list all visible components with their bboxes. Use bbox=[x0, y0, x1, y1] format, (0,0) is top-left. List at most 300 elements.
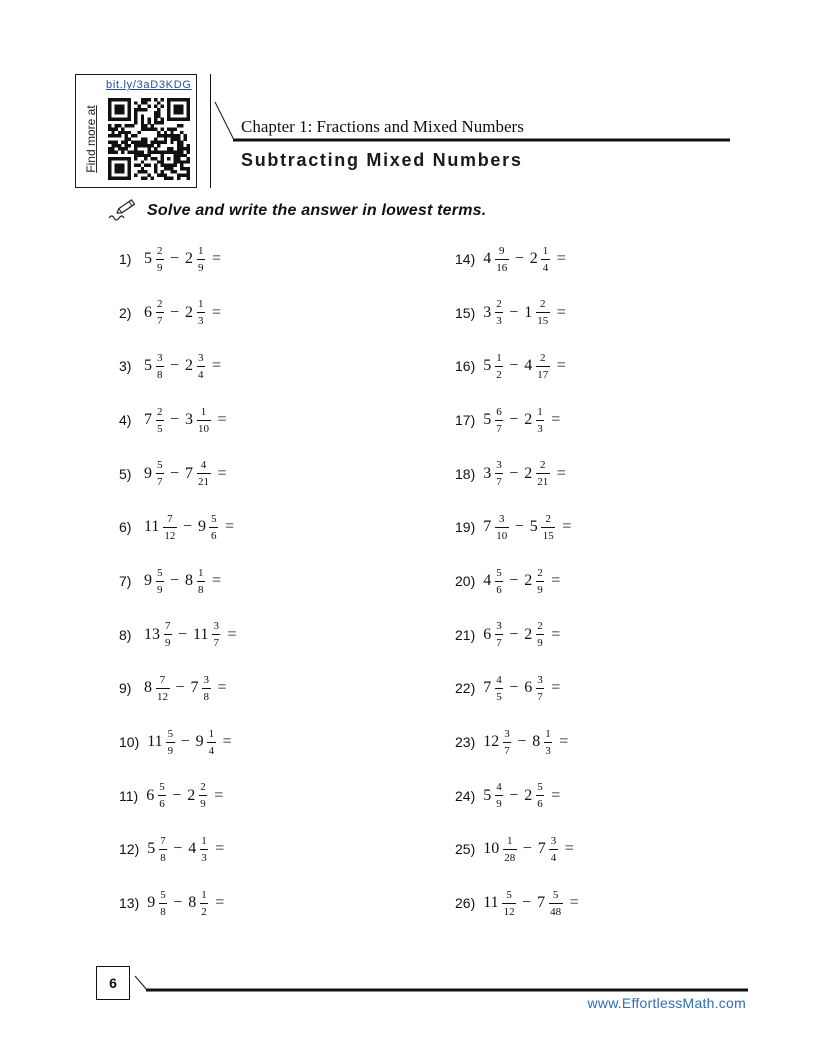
denominator: 4 bbox=[550, 851, 557, 864]
minus-sign: − bbox=[509, 679, 519, 697]
denominator: 7 bbox=[496, 476, 502, 489]
whole-number: 4 bbox=[524, 357, 533, 375]
mixed-number bbox=[524, 673, 544, 704]
mixed-number bbox=[185, 244, 205, 275]
equals-sign: = bbox=[556, 303, 566, 321]
mixed-number bbox=[537, 888, 563, 919]
problem-number: 13) bbox=[119, 895, 140, 911]
promo-box bbox=[75, 74, 197, 188]
denominator: 8 bbox=[157, 368, 163, 381]
mixed-number bbox=[524, 297, 550, 328]
mixed-number bbox=[185, 566, 205, 597]
numerator: 3 bbox=[495, 512, 509, 528]
whole-number: 7 bbox=[190, 679, 199, 697]
fraction bbox=[158, 780, 167, 811]
minus-sign: − bbox=[178, 625, 188, 643]
fraction bbox=[549, 834, 558, 865]
numerator: 1 bbox=[200, 888, 209, 904]
fraction bbox=[495, 297, 504, 328]
problem-number: 24) bbox=[455, 787, 476, 804]
short-link[interactable]: bit.ly/3aD3KDG bbox=[106, 79, 192, 91]
fraction bbox=[536, 351, 550, 382]
whole-number: 2 bbox=[524, 411, 533, 428]
whole-number: 9 bbox=[144, 464, 152, 482]
fraction bbox=[549, 888, 563, 919]
problem-3 bbox=[119, 349, 221, 383]
fraction bbox=[495, 405, 504, 436]
fraction bbox=[156, 351, 165, 382]
numerator: 3 bbox=[197, 351, 206, 367]
minus-sign: − bbox=[180, 733, 190, 750]
whole-number: 9 bbox=[147, 894, 156, 911]
denominator: 9 bbox=[167, 744, 174, 757]
minus-sign: − bbox=[522, 894, 532, 911]
mixed-number bbox=[532, 727, 552, 758]
denominator: 9 bbox=[537, 637, 543, 650]
fraction bbox=[495, 673, 504, 704]
denominator: 4 bbox=[542, 261, 549, 274]
fraction bbox=[536, 780, 545, 811]
problem-number: 2) bbox=[119, 304, 132, 321]
equals-sign: = bbox=[212, 572, 222, 589]
whole-number: 2 bbox=[524, 572, 533, 589]
numerator: 2 bbox=[536, 458, 550, 474]
denominator: 8 bbox=[160, 905, 166, 918]
minus-sign: − bbox=[509, 464, 519, 482]
fraction bbox=[495, 512, 509, 543]
mixed-number bbox=[196, 727, 216, 758]
problem-number: 25) bbox=[455, 841, 476, 858]
whole-number: 6 bbox=[144, 303, 152, 321]
problem-15 bbox=[455, 296, 566, 330]
problem-number: 16) bbox=[455, 358, 476, 375]
mixed-number bbox=[483, 673, 503, 704]
minus-sign: − bbox=[170, 411, 180, 428]
numerator: 1 bbox=[495, 351, 504, 367]
problem-17 bbox=[455, 403, 560, 437]
numerator: 2 bbox=[536, 351, 550, 367]
mixed-number bbox=[188, 888, 208, 919]
fraction bbox=[156, 244, 165, 275]
numerator: 5 bbox=[159, 888, 168, 904]
whole-number: 7 bbox=[185, 464, 194, 482]
mixed-number bbox=[483, 834, 517, 865]
fraction bbox=[536, 619, 545, 650]
equals-sign: = bbox=[556, 357, 566, 375]
equals-sign: = bbox=[551, 625, 561, 643]
numerator: 1 bbox=[197, 297, 206, 313]
fraction bbox=[156, 566, 165, 597]
numerator: 3 bbox=[495, 619, 504, 635]
mixed-number bbox=[144, 244, 164, 275]
problem-number: 26) bbox=[455, 895, 476, 911]
whole-number: 7 bbox=[537, 894, 546, 911]
denominator: 5 bbox=[496, 690, 502, 703]
minus-sign: − bbox=[170, 303, 180, 321]
mixed-number bbox=[144, 297, 164, 328]
numerator: 1 bbox=[541, 244, 550, 260]
fraction bbox=[495, 619, 504, 650]
numerator: 2 bbox=[541, 512, 555, 528]
problem-4 bbox=[119, 403, 227, 437]
whole-number: 5 bbox=[144, 250, 152, 267]
whole-number: 6 bbox=[483, 625, 492, 643]
minus-sign: − bbox=[173, 840, 183, 858]
equals-sign: = bbox=[556, 250, 566, 267]
whole-number: 10 bbox=[483, 840, 500, 858]
problem-24 bbox=[455, 779, 560, 813]
whole-number: 2 bbox=[185, 303, 194, 321]
problem-number: 5) bbox=[119, 465, 132, 482]
problem-20 bbox=[455, 564, 560, 598]
mixed-number bbox=[185, 405, 211, 436]
fraction bbox=[156, 405, 165, 436]
problem-18 bbox=[455, 457, 566, 491]
whole-number: 8 bbox=[185, 572, 194, 589]
numerator: 6 bbox=[495, 405, 504, 421]
whole-number: 11 bbox=[483, 894, 499, 911]
mixed-number bbox=[483, 888, 516, 919]
fraction bbox=[503, 834, 517, 865]
fraction bbox=[197, 351, 206, 382]
problem-5 bbox=[119, 457, 227, 491]
denominator: 3 bbox=[201, 851, 207, 864]
minus-sign: − bbox=[173, 894, 183, 911]
minus-sign: − bbox=[182, 518, 192, 536]
fraction bbox=[541, 244, 550, 275]
equals-sign: = bbox=[551, 786, 561, 804]
mixed-number bbox=[146, 780, 166, 811]
denominator: 2 bbox=[496, 368, 502, 381]
whole-number: 9 bbox=[197, 518, 206, 536]
equals-sign: = bbox=[222, 733, 232, 750]
numerator: 5 bbox=[156, 458, 165, 474]
minus-sign: − bbox=[509, 786, 519, 804]
problem-25 bbox=[455, 832, 574, 866]
denominator: 3 bbox=[545, 744, 551, 757]
problem-9 bbox=[119, 671, 227, 705]
footer-diagonal-rule bbox=[135, 976, 147, 990]
problem-number: 7) bbox=[119, 573, 132, 589]
fraction bbox=[495, 780, 504, 811]
numerator: 2 bbox=[156, 244, 165, 260]
fraction bbox=[495, 458, 504, 489]
header-diagonal-rule bbox=[215, 102, 234, 140]
problem-number: 10) bbox=[119, 734, 140, 750]
fraction bbox=[536, 297, 550, 328]
whole-number: 5 bbox=[483, 411, 492, 428]
denominator: 12 bbox=[503, 905, 515, 918]
whole-number: 7 bbox=[144, 411, 152, 428]
fraction bbox=[536, 458, 550, 489]
whole-number: 2 bbox=[529, 250, 538, 267]
denominator: 6 bbox=[537, 798, 543, 811]
denominator: 10 bbox=[496, 529, 508, 542]
mixed-number bbox=[144, 458, 164, 489]
equals-sign: = bbox=[212, 303, 222, 321]
whole-number: 1 bbox=[524, 303, 533, 321]
denominator: 3 bbox=[496, 315, 502, 328]
denominator: 7 bbox=[496, 637, 502, 650]
whole-number: 3 bbox=[185, 411, 194, 428]
denominator: 16 bbox=[496, 261, 508, 274]
whole-number: 5 bbox=[144, 357, 152, 375]
problem-number: 9) bbox=[119, 680, 132, 697]
fraction bbox=[495, 351, 504, 382]
mixed-number bbox=[144, 351, 164, 382]
whole-number: 3 bbox=[483, 303, 492, 321]
minus-sign: − bbox=[172, 786, 182, 804]
numerator: 7 bbox=[156, 673, 170, 689]
mixed-number bbox=[185, 458, 211, 489]
denominator: 2 bbox=[201, 905, 207, 918]
whole-number: 2 bbox=[524, 464, 533, 482]
mixed-number bbox=[185, 351, 205, 382]
mixed-number bbox=[524, 780, 544, 811]
denominator: 8 bbox=[160, 851, 166, 864]
fraction bbox=[536, 405, 545, 436]
minus-sign: − bbox=[509, 411, 519, 428]
numerator: 5 bbox=[495, 566, 504, 582]
equals-sign: = bbox=[551, 679, 561, 697]
minus-sign: − bbox=[514, 250, 524, 267]
mixed-number bbox=[188, 834, 208, 865]
denominator: 7 bbox=[157, 476, 163, 489]
mixed-number bbox=[524, 566, 544, 597]
mixed-number bbox=[483, 619, 503, 650]
whole-number: 7 bbox=[483, 679, 492, 697]
denominator: 7 bbox=[496, 422, 502, 435]
equals-sign: = bbox=[212, 357, 222, 375]
fraction bbox=[495, 566, 504, 597]
whole-number: 11 bbox=[193, 625, 209, 643]
numerator: 2 bbox=[536, 619, 545, 635]
denominator: 28 bbox=[504, 851, 516, 864]
minus-sign: − bbox=[522, 840, 532, 858]
mixed-number bbox=[144, 619, 172, 650]
problem-22 bbox=[455, 671, 560, 705]
numerator: 5 bbox=[156, 566, 165, 582]
numerator: 2 bbox=[536, 297, 550, 313]
equals-sign: = bbox=[224, 518, 234, 536]
mixed-number bbox=[147, 834, 167, 865]
mixed-number bbox=[483, 244, 509, 275]
equals-sign: = bbox=[212, 250, 222, 267]
fraction bbox=[166, 727, 175, 758]
denominator: 17 bbox=[537, 368, 549, 381]
denominator: 9 bbox=[496, 798, 502, 811]
minus-sign: − bbox=[509, 357, 519, 375]
mixed-number bbox=[483, 458, 503, 489]
equals-sign: = bbox=[551, 572, 561, 589]
problem-number: 4) bbox=[119, 412, 132, 428]
denominator: 15 bbox=[542, 529, 554, 542]
problem-number: 6) bbox=[119, 519, 132, 536]
equals-sign: = bbox=[559, 733, 569, 750]
problem-number: 18) bbox=[455, 465, 476, 482]
whole-number: 5 bbox=[529, 518, 538, 536]
fraction bbox=[502, 888, 516, 919]
pencil-icon bbox=[107, 199, 137, 221]
numerator: 7 bbox=[164, 619, 173, 635]
fraction bbox=[164, 619, 173, 650]
equals-sign: = bbox=[215, 894, 225, 911]
mixed-number bbox=[147, 888, 167, 919]
mixed-number bbox=[144, 566, 164, 597]
numerator: 5 bbox=[502, 888, 516, 904]
denominator: 21 bbox=[537, 476, 549, 489]
minus-sign: − bbox=[170, 572, 180, 589]
problem-number: 17) bbox=[455, 412, 476, 428]
fraction bbox=[156, 673, 170, 704]
mixed-number bbox=[538, 834, 558, 865]
denominator: 9 bbox=[200, 798, 206, 811]
problem-number: 11) bbox=[119, 787, 139, 804]
problem-number: 21) bbox=[455, 626, 476, 643]
minus-sign: − bbox=[509, 303, 519, 321]
whole-number: 2 bbox=[524, 625, 533, 643]
mixed-number bbox=[524, 405, 544, 436]
minus-sign: − bbox=[517, 733, 527, 750]
fraction bbox=[544, 727, 553, 758]
problem-7 bbox=[119, 564, 221, 598]
problem-8 bbox=[119, 618, 236, 652]
website-link[interactable]: www.EffortlessMath.com bbox=[587, 995, 746, 1011]
mixed-number bbox=[193, 619, 220, 650]
numerator: 1 bbox=[207, 727, 216, 743]
equals-sign: = bbox=[214, 786, 224, 804]
minus-sign: − bbox=[509, 625, 519, 643]
numerator: 1 bbox=[197, 566, 206, 582]
fraction bbox=[503, 727, 512, 758]
fraction bbox=[200, 834, 209, 865]
whole-number: 7 bbox=[483, 518, 492, 536]
page-number: 6 bbox=[96, 966, 130, 1000]
mixed-number bbox=[147, 727, 174, 758]
numerator: 7 bbox=[163, 512, 177, 528]
numerator: 2 bbox=[156, 297, 165, 313]
numerator: 3 bbox=[156, 351, 165, 367]
numerator: 4 bbox=[197, 458, 211, 474]
whole-number: 6 bbox=[524, 679, 533, 697]
minus-sign: − bbox=[170, 464, 180, 482]
minus-sign: − bbox=[514, 518, 524, 536]
numerator: 7 bbox=[159, 834, 168, 850]
mixed-number bbox=[144, 512, 177, 543]
denominator: 7 bbox=[213, 637, 219, 650]
whole-number: 4 bbox=[483, 572, 492, 589]
whole-number: 9 bbox=[195, 733, 204, 750]
equals-sign: = bbox=[556, 464, 566, 482]
equals-sign: = bbox=[217, 411, 227, 428]
numerator: 3 bbox=[212, 619, 221, 635]
numerator: 2 bbox=[156, 405, 165, 421]
numerator: 2 bbox=[536, 566, 545, 582]
problem-13 bbox=[119, 886, 224, 920]
problem-10 bbox=[119, 725, 232, 759]
fraction bbox=[212, 619, 221, 650]
problem-number: 1) bbox=[119, 251, 132, 267]
problem-number: 20) bbox=[455, 573, 476, 589]
whole-number: 3 bbox=[483, 464, 492, 482]
problem-23 bbox=[455, 725, 568, 759]
problem-number: 12) bbox=[119, 841, 140, 858]
qr-code bbox=[108, 98, 190, 180]
numerator: 1 bbox=[197, 244, 206, 260]
numerator: 5 bbox=[158, 780, 167, 796]
problem-number: 23) bbox=[455, 734, 476, 750]
numerator: 3 bbox=[549, 834, 558, 850]
denominator: 48 bbox=[550, 905, 562, 918]
denominator: 9 bbox=[537, 583, 543, 596]
numerator: 9 bbox=[495, 244, 509, 260]
mixed-number bbox=[187, 780, 207, 811]
denominator: 9 bbox=[157, 583, 163, 596]
fraction bbox=[197, 244, 206, 275]
mixed-number bbox=[524, 619, 544, 650]
whole-number: 2 bbox=[185, 250, 194, 267]
fraction bbox=[207, 727, 216, 758]
whole-number: 12 bbox=[483, 733, 500, 750]
mixed-number bbox=[524, 351, 550, 382]
numerator: 3 bbox=[536, 673, 545, 689]
fraction bbox=[197, 458, 211, 489]
mixed-number bbox=[530, 512, 556, 543]
denominator: 21 bbox=[198, 476, 210, 489]
mixed-number bbox=[144, 673, 170, 704]
whole-number: 2 bbox=[524, 786, 533, 804]
denominator: 3 bbox=[537, 422, 543, 435]
whole-number: 7 bbox=[537, 840, 546, 858]
whole-number: 9 bbox=[144, 572, 152, 589]
fraction bbox=[209, 512, 218, 543]
whole-number: 5 bbox=[483, 357, 492, 375]
problem-6 bbox=[119, 510, 234, 544]
fraction bbox=[156, 297, 165, 328]
minus-sign: − bbox=[170, 357, 180, 375]
fraction bbox=[156, 458, 165, 489]
problem-number: 14) bbox=[455, 251, 476, 267]
equals-sign: = bbox=[569, 894, 579, 911]
problem-21 bbox=[455, 618, 560, 652]
fraction bbox=[197, 566, 206, 597]
equals-sign: = bbox=[551, 411, 561, 428]
denominator: 10 bbox=[198, 422, 210, 435]
problem-26 bbox=[455, 886, 579, 920]
denominator: 6 bbox=[496, 583, 502, 596]
numerator: 5 bbox=[549, 888, 563, 904]
denominator: 15 bbox=[537, 315, 549, 328]
denominator: 9 bbox=[165, 637, 171, 650]
mixed-number bbox=[144, 405, 164, 436]
equals-sign: = bbox=[217, 464, 227, 482]
whole-number: 13 bbox=[144, 625, 160, 643]
fraction bbox=[495, 244, 509, 275]
numerator: 1 bbox=[200, 834, 209, 850]
denominator: 3 bbox=[198, 315, 204, 328]
problem-19 bbox=[455, 510, 571, 544]
problem-2 bbox=[119, 296, 221, 330]
fraction bbox=[202, 673, 211, 704]
whole-number: 8 bbox=[532, 733, 541, 750]
denominator: 7 bbox=[504, 744, 510, 757]
equals-sign: = bbox=[564, 840, 574, 858]
minus-sign: − bbox=[170, 250, 180, 267]
numerator: 4 bbox=[495, 780, 504, 796]
numerator: 1 bbox=[197, 405, 211, 421]
whole-number: 5 bbox=[147, 840, 156, 858]
numerator: 1 bbox=[503, 834, 517, 850]
